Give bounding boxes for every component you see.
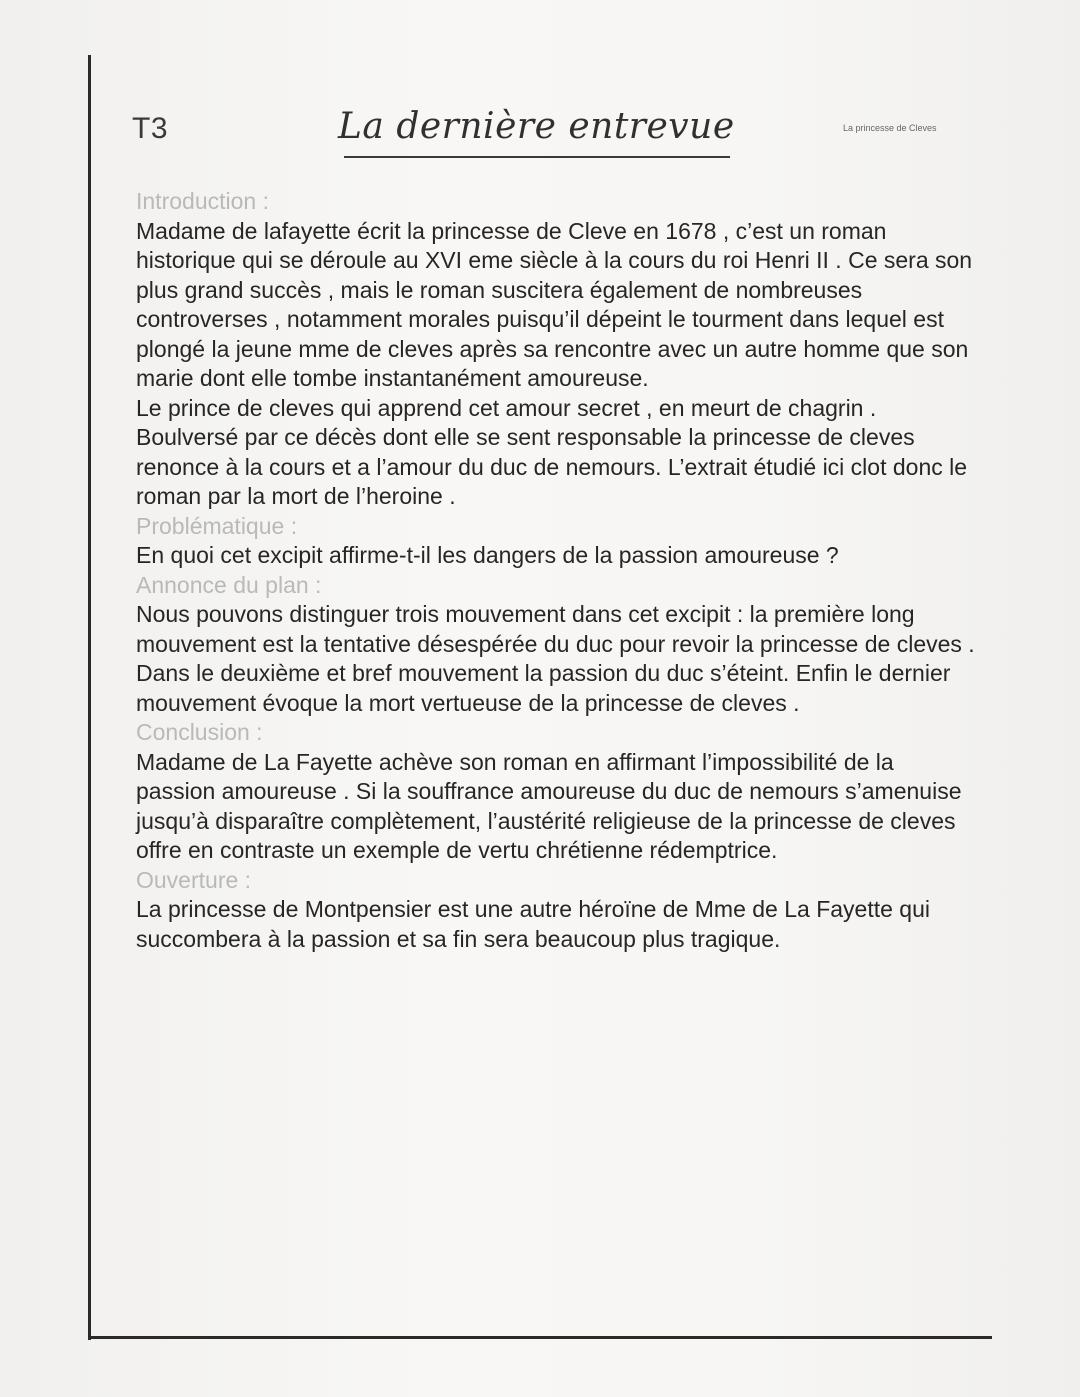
title-underline [344, 156, 730, 158]
page-title: La dernière entrevue [338, 106, 735, 147]
page-border-bottom [88, 1336, 992, 1339]
section-label: Problématique : [136, 512, 298, 539]
section-ouverture [136, 866, 976, 955]
paragraph: Madame de lafayette écrit la princesse de Cleve en 1678 , c’est un roman historique qui se déroule au XVI eme siècle à la cours du roi Henri II . Ce sera son plus grand succès , mais le roman suscitera également de nombreuses controverses , notamment morales puisqu’il dépeint le tourment dans lequel est plongé la jeune mme de cleves après sa rencontre avec un autre homme que son marie dont elle tombe instantanément amoureuse. [136, 217, 973, 391]
lesson-code: T3 [132, 112, 169, 145]
paragraph: La princesse de Montpensier est une autre héroïne de Mme de La Fayette qui succombera à la passion et sa fin sera beaucoup plus tragique. [136, 896, 930, 952]
paragraph: Nous pouvons distinguer trois mouvement dans cet excipit : la première long mouvement est la tentative désespérée du duc pour revoir la princesse de cleves . Dans le deuxième et bref mouvement la passion du duc s’éteint. Enfin le dernier mouvement évoque la mort vertueuse de la princesse de cleves . [136, 601, 975, 716]
section-introduction [136, 187, 976, 512]
section-label: Ouverture : [136, 866, 252, 893]
section-problematique [136, 512, 976, 571]
paragraph: En quoi cet excipit affirme-t-il les dangers de la passion amoureuse ? [136, 542, 839, 568]
paragraph: Madame de La Fayette achève son roman en affirmant l’impossibilité de la passion amoureuse . Si la souffrance amoureuse du duc de nemours s’amenuise jusqu’à disparaître complètement, l’austérité religieuse de la princesse de cleves offre en contraste un exemple de vertu chrétienne rédemptrice. [136, 748, 962, 863]
header-note: La princesse de Cleves [843, 123, 937, 133]
page-border-left [88, 55, 91, 1340]
document-body [136, 187, 976, 954]
section-annonce-du-plan [136, 571, 976, 719]
section-label: Introduction : [136, 188, 269, 214]
section-label: Annonce du plan : [136, 571, 322, 598]
section-conclusion [136, 718, 976, 866]
paragraph: Le prince de cleves qui apprend cet amour secret , en meurt de chagrin . Boulversé par ce décès dont elle se sent responsable la princesse de cleves renonce à la cours et a l’amour du duc de nemours. L’extrait étudié ici clot donc le roman par la mort de l’heroine . [136, 394, 968, 509]
section-label: Conclusion : [136, 719, 263, 745]
